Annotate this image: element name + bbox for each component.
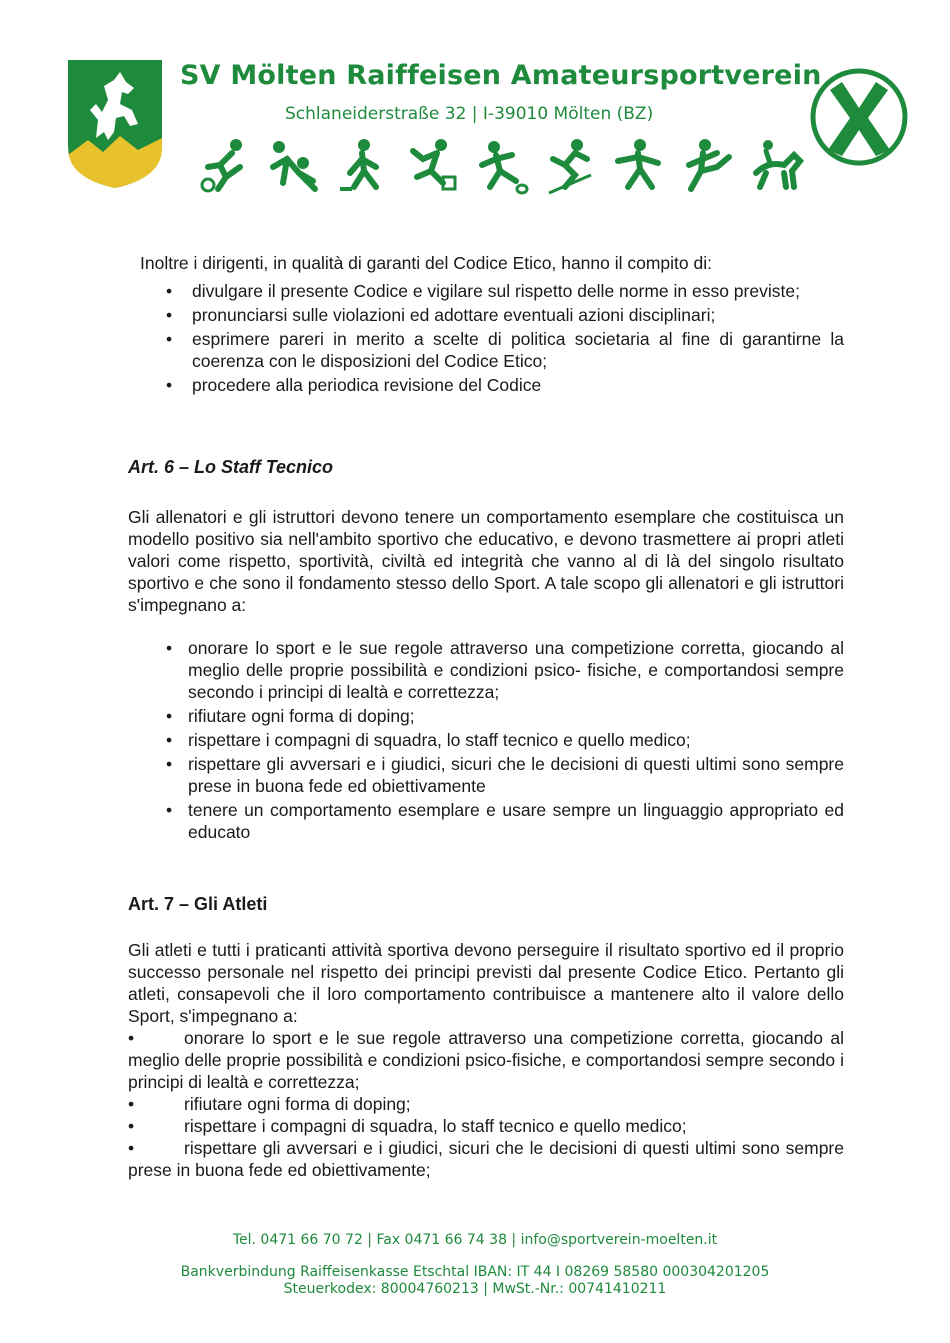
bullet-marker: •: [128, 1138, 135, 1158]
list-item: • procedere alla periodica revisione del Codice: [128, 374, 844, 396]
karate-icon: [679, 137, 737, 195]
list-item: • onorare lo sport e le sue regole attraverso una competizione corretta, giocando al meglio delle proprie possibilità e condizioni psico- fisiche, e comportandosi sempre secondo i principi di lealtà e correttezza;: [128, 637, 844, 703]
art7-item-list: [128, 1027, 844, 1181]
list-item: • rispettare i compagni di squadra, lo staff tecnico e quello medico;: [128, 729, 844, 751]
gymnastics-icon: [403, 137, 461, 195]
letterhead-footer: [0, 1232, 950, 1297]
club-name: SV Mölten Raiffeisen Amateursportverein: [180, 60, 822, 91]
list-item: • rispettare gli avversari e i giudici, sicuri che le decisioni di questi ultimi sono sempre prese in buona fede ed obiettivamente: [128, 753, 844, 797]
list-item: • divulgare il presente Codice e vigilare sul rispetto delle norme in esso previste;: [128, 280, 844, 302]
bullet-marker: •: [128, 1094, 135, 1114]
section-heading-art6: Art. 6 – Lo Staff Tecnico: [128, 457, 334, 477]
list-item: • rispettare i compagni di squadra, lo staff tecnico e quello medico;: [128, 1116, 687, 1136]
document-body: [128, 252, 844, 1181]
crest-logo: [68, 60, 162, 188]
intro-paragraph: Inoltre i dirigenti, in qualità di garanti del Codice Etico, hanno il compito di:: [140, 253, 712, 273]
list-item: • onorare lo sport e le sue regole attraverso una competizione corretta, giocando al meglio delle proprie possibilità e condizioni psico-fisiche, e comportandosi sempre secondo i principi di lealtà e correttezza;: [128, 1028, 844, 1092]
footer-contacts: Tel. 0471 66 70 72 | Fax 0471 66 74 38 | info@sportverein-moelten.it: [232, 1232, 718, 1248]
list-item: • esprimere pareri in merito a scelte di politica societaria al fine di garantirne la coerenza con le disposizioni del Codice Etico;: [128, 328, 844, 372]
art6-bullet-list: [128, 637, 844, 843]
raiffeisen-gable-cross-icon: [810, 68, 908, 166]
list-item: • tenere un comportamento esemplare e usare sempre un linguaggio appropriato ed educato: [128, 799, 844, 843]
art6-paragraph: Gli allenatori e gli istruttori devono tenere un comportamento esemplare che costituisca un modello positivo sia nell'ambito sportivo che educativo, e devono trasmettere ai propri atleti valori come rispetto, sportività, civiltà ed integrità che vanno al di là del singolo risultato sportivo e che sono il fondamento stesso dello Sport. A tale scopo gli allenatori e gli istruttori s'impegnano a:: [128, 507, 844, 615]
letterhead: [0, 0, 950, 215]
list-item: • rifiutare ogni forma di doping;: [128, 1094, 411, 1114]
volleyball-icon: [265, 137, 323, 195]
handball-icon: [610, 137, 668, 195]
list-item: • pronunciarsi sulle violazioni ed adottare eventuali azioni disciplinari;: [128, 304, 844, 326]
curling-icon: [334, 137, 392, 195]
footer-bank: Bankverbindung Raiffeisenkasse Etschtal IBAN: IT 44 I 08269 58580 000304201205: [180, 1264, 770, 1280]
bullet-marker: •: [128, 1116, 135, 1136]
equestrian-icon: [748, 137, 806, 195]
list-item: • rispettare gli avversari e i giudici, sicuri che le decisioni di questi ultimi sono sempre prese in buona fede ed obiettivamente;: [128, 1138, 844, 1180]
soccer-icon: [196, 137, 254, 195]
tennis-icon: [472, 137, 530, 195]
skiing-icon: [541, 137, 599, 195]
intro-bullet-list: [128, 280, 844, 396]
section-heading-art7: Art. 7 – Gli Atleti: [128, 894, 268, 914]
art7-paragraph: Gli atleti e tutti i praticanti attività sportiva devono perseguire il risultato sportivo ed il proprio successo personale nel rispetto dei principi previsti dal presente Codice Etico. Pertanto gli atleti, consapevoli che il loro comportamento contribuisce a mantenere alto il valore dello Sport, s'impegnano a:: [128, 940, 844, 1026]
footer-tax: Steuerkodex: 80004760213 | MwSt.-Nr.: 00741410211: [283, 1281, 667, 1297]
bullet-marker: •: [128, 1028, 135, 1048]
list-item: • rifiutare ogni forma di doping;: [128, 705, 844, 727]
sport-icons-row: [196, 134, 806, 198]
club-address: Schlaneiderstraße 32 | I-39010 Mölten (BZ): [285, 104, 654, 124]
